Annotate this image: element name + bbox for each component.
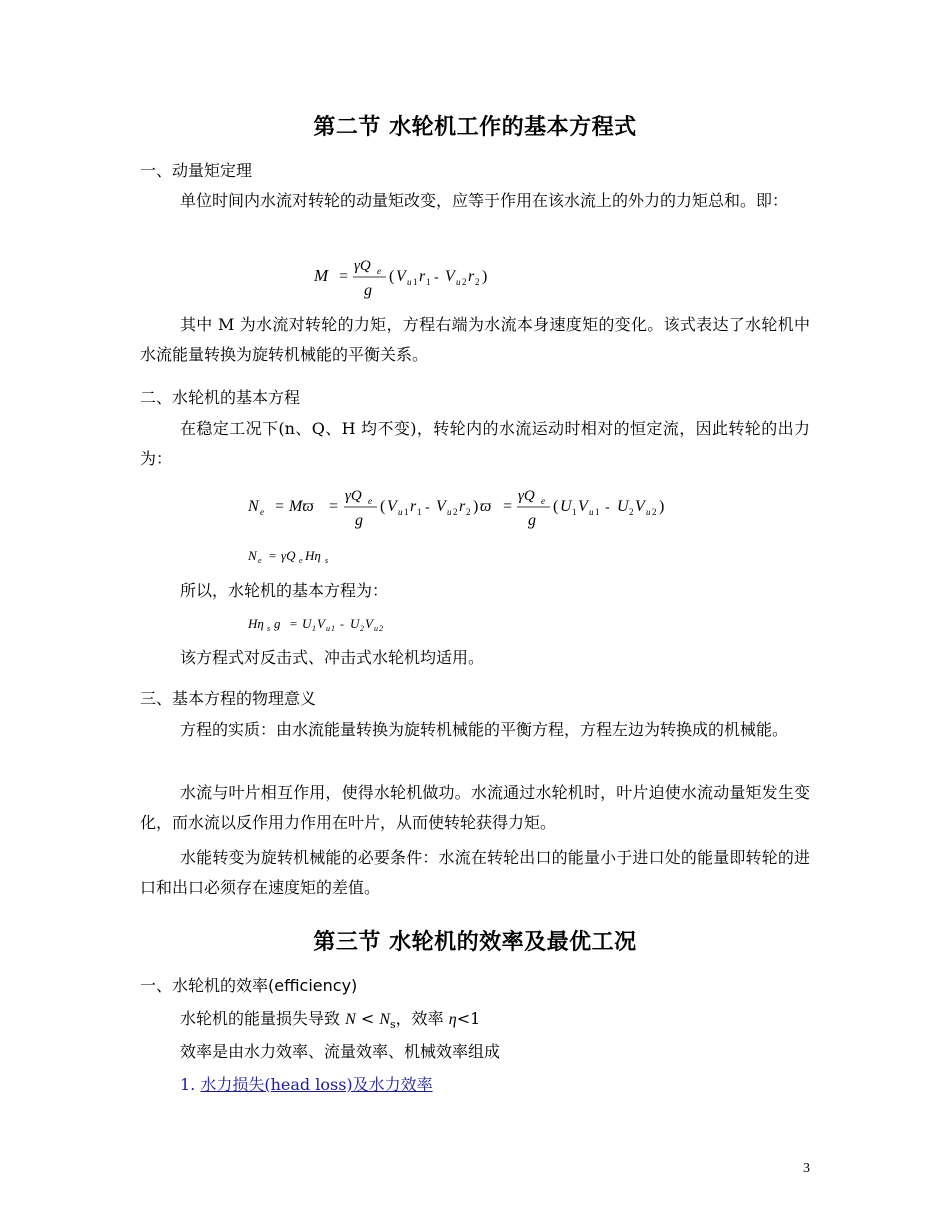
svg-text:1: 1	[417, 507, 422, 517]
hydraulic-loss-link-line: 1. 水力损失(head loss)及水力效率	[180, 1075, 433, 1094]
svg-text:e: e	[368, 496, 372, 506]
svg-text:2: 2	[475, 277, 480, 287]
svg-text:e: e	[260, 507, 264, 517]
svg-text:s: s	[267, 624, 271, 633]
svg-text:u: u	[398, 507, 403, 517]
svg-text:g: g	[528, 512, 536, 529]
equation-torque	[310, 252, 510, 307]
svg-text:V: V	[365, 616, 373, 631]
svg-text:2: 2	[453, 507, 458, 517]
svg-text:-: -	[605, 500, 610, 515]
svg-text:u: u	[374, 624, 378, 633]
paragraph: 其中 M 为水流对转轮的力矩，方程右端为水流本身速度矩的变化。该式表达了水轮机中水流能量转换为旋转机械能的平衡关系。	[140, 315, 810, 364]
text-line: 效率是由水力效率、流量效率、机械效率组成	[180, 1042, 501, 1061]
svg-text:u: u	[646, 507, 651, 517]
svg-text:): )	[659, 498, 665, 515]
equation-basic	[244, 612, 444, 641]
paragraph: 水能转变为旋转机械能的必要条件：水流在转轮出口的能量小于进口处的能量即转轮的进口和出口必须存在速度矩的差值。	[140, 848, 810, 897]
equation-ne-gamma	[244, 544, 384, 573]
svg-text:): )	[482, 268, 488, 285]
svg-text:γQ: γQ	[281, 548, 296, 563]
svg-text:γQ: γQ	[345, 488, 362, 504]
text-line-efficiency: 水轮机的能量损失导致 $N < N_s$，效率 η<1	[180, 1009, 481, 1032]
svg-text:e: e	[377, 266, 381, 276]
svg-text:2: 2	[379, 624, 383, 633]
svg-text:-: -	[340, 617, 344, 631]
svg-text:=: =	[328, 498, 339, 515]
svg-text:V: V	[387, 498, 397, 515]
page-number: 3	[803, 1161, 810, 1176]
paragraph: 单位时间内水流对转轮的动量矩改变，应等于作用在该水流上的外力的力矩总和。即：	[180, 191, 789, 210]
svg-text:V: V	[317, 616, 325, 631]
svg-text:u: u	[589, 507, 594, 517]
svg-text:u: u	[326, 624, 330, 633]
subheading-efficiency: 一、水轮机的效率(efficiency)	[140, 976, 358, 995]
svg-text:=: =	[502, 498, 513, 515]
svg-text:e: e	[541, 496, 545, 506]
svg-text:γQ: γQ	[518, 488, 535, 504]
paragraph: 方程的实质：由水流能量转换为旋转机械能的平衡方程，方程左边为转换成的机械能。	[180, 720, 789, 739]
svg-text:U: U	[302, 616, 312, 631]
text-line: 该方程式对反击式、冲击式水轮机均适用。	[180, 648, 485, 667]
svg-text:U: U	[560, 498, 572, 515]
svg-text:U: U	[617, 498, 629, 515]
svg-text:): )	[473, 498, 479, 515]
section-title: 第二节 水轮机工作的基本方程式	[313, 115, 637, 140]
svg-text:1: 1	[572, 507, 577, 517]
paragraph: 在稳定工况下(n、Q、H 均不变)，转轮内的水流运动时相对的恒定流，因此转轮的出力为：	[140, 419, 810, 468]
svg-text:V: V	[436, 498, 446, 515]
svg-text:2: 2	[466, 507, 471, 517]
svg-text:2: 2	[629, 507, 634, 517]
svg-text:=: =	[338, 268, 349, 285]
svg-text:=: =	[289, 616, 298, 631]
svg-text:N: N	[248, 548, 257, 563]
svg-text:V: V	[635, 498, 645, 515]
svg-text:γQ: γQ	[354, 258, 371, 274]
svg-text:V: V	[396, 268, 406, 285]
svg-text:1: 1	[413, 277, 418, 287]
hydraulic-loss-link[interactable]: 水力损失(head loss)及水力效率	[200, 1075, 433, 1094]
svg-text:Hη: Hη	[305, 548, 321, 563]
svg-text:1: 1	[312, 624, 316, 633]
text-line: 所以，水轮机的基本方程为：	[180, 581, 389, 600]
svg-text:1: 1	[404, 507, 409, 517]
svg-text:s: s	[325, 556, 329, 565]
svg-text:U: U	[350, 616, 360, 631]
svg-text:N: N	[248, 498, 259, 515]
svg-text:M: M	[314, 266, 329, 285]
svg-text:g: g	[355, 512, 363, 529]
section-title: 第三节 水轮机的效率及最优工况	[313, 930, 637, 955]
subheading-momentum-theorem: 一、动量矩定理	[140, 161, 253, 180]
svg-text:r: r	[459, 498, 466, 515]
svg-text:u: u	[456, 277, 461, 287]
svg-text:2: 2	[462, 277, 467, 287]
svg-text:g: g	[274, 616, 281, 631]
svg-text:u: u	[447, 507, 452, 517]
svg-text:1: 1	[331, 624, 335, 633]
svg-text:g: g	[364, 282, 372, 299]
svg-text:u: u	[407, 277, 412, 287]
svg-text:-: -	[434, 270, 439, 285]
subheading-basic-equation: 二、水轮机的基本方程	[140, 388, 301, 407]
svg-text:e: e	[299, 556, 303, 565]
equation-power-output	[244, 482, 694, 537]
svg-text:r: r	[419, 268, 426, 285]
svg-text:V: V	[445, 268, 455, 285]
svg-text:Mϖ: Mϖ	[289, 498, 314, 515]
svg-text:2: 2	[652, 507, 657, 517]
paragraph: 水流与叶片相互作用，使得水轮机做功。水流通过水轮机时，叶片迫使水流动量矩发生变化，而水流以反作用力作用在叶片，从而使转轮获得力矩。	[140, 783, 810, 832]
svg-text:(: (	[553, 498, 559, 515]
svg-text:ϖ: ϖ	[480, 498, 492, 515]
svg-text:(: (	[380, 498, 386, 515]
svg-text:-: -	[425, 500, 430, 515]
svg-text:r: r	[468, 268, 475, 285]
svg-text:(: (	[389, 268, 395, 285]
svg-text:=: =	[274, 498, 285, 515]
svg-text:Hη: Hη	[248, 616, 264, 631]
svg-text:1: 1	[595, 507, 600, 517]
svg-text:e: e	[258, 556, 262, 565]
svg-text:1: 1	[426, 277, 431, 287]
svg-text:=: =	[268, 548, 277, 563]
svg-text:r: r	[410, 498, 417, 515]
svg-text:2: 2	[360, 624, 364, 633]
subheading-physical-meaning: 三、基本方程的物理意义	[140, 689, 317, 708]
svg-text:V: V	[578, 498, 588, 515]
